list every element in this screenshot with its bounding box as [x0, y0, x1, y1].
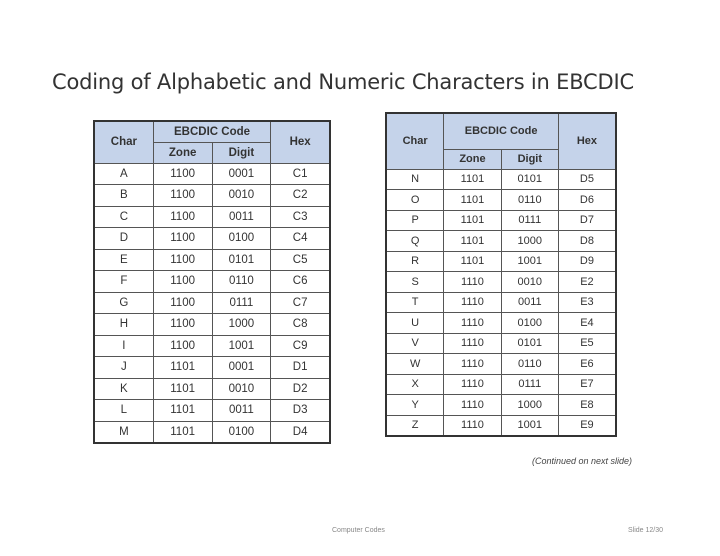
ebcdic-table-right [385, 112, 617, 437]
zone-cell: 1110 [444, 415, 501, 436]
table-row [94, 421, 330, 443]
char-cell: A [94, 163, 153, 185]
char-cell: P [386, 210, 444, 231]
char-cell: J [94, 357, 153, 379]
zone-cell: 1100 [153, 185, 212, 207]
hex-cell: C2 [271, 185, 330, 207]
header-hex: Hex [558, 113, 616, 169]
digit-cell: 0001 [212, 357, 271, 379]
footer-title: Computer Codes [332, 527, 385, 534]
char-cell: U [386, 313, 444, 334]
hex-cell: E2 [558, 272, 616, 293]
hex-cell: C7 [271, 292, 330, 314]
zone-cell: 1110 [444, 354, 501, 375]
zone-cell: 1110 [444, 292, 501, 313]
zone-cell: 1101 [444, 210, 501, 231]
header-hex: Hex [271, 121, 330, 163]
slide-number: Slide 12/30 [628, 527, 664, 534]
char-cell: R [386, 251, 444, 272]
zone-cell: 1101 [153, 400, 212, 422]
char-cell: L [94, 400, 153, 422]
char-cell: I [94, 335, 153, 357]
zone-cell: 1101 [444, 231, 501, 252]
zone-cell: 1100 [153, 271, 212, 293]
hex-cell: D7 [558, 210, 616, 231]
char-cell: E [94, 249, 153, 271]
char-cell: B [94, 185, 153, 207]
hex-cell: D8 [558, 231, 616, 252]
header-char: Char [94, 121, 153, 163]
table-row [94, 185, 330, 207]
zone-cell: 1101 [444, 169, 501, 190]
digit-cell: 1000 [501, 395, 558, 416]
header-digit: Digit [501, 149, 558, 169]
ebcdic-table-left [93, 120, 331, 444]
digit-cell: 0111 [501, 210, 558, 231]
table-row [386, 251, 616, 272]
digit-cell: 1000 [501, 231, 558, 252]
hex-cell: D2 [271, 378, 330, 400]
table-row [94, 228, 330, 250]
char-cell: Q [386, 231, 444, 252]
table-row [94, 314, 330, 336]
char-cell: H [94, 314, 153, 336]
table-row [94, 206, 330, 228]
header-digit: Digit [212, 142, 271, 163]
zone-cell: 1100 [153, 163, 212, 185]
hex-cell: E3 [558, 292, 616, 313]
hex-cell: E7 [558, 374, 616, 395]
char-cell: X [386, 374, 444, 395]
zone-cell: 1110 [444, 313, 501, 334]
hex-cell: E4 [558, 313, 616, 334]
char-cell: V [386, 333, 444, 354]
digit-cell: 0101 [501, 333, 558, 354]
char-cell: D [94, 228, 153, 250]
digit-cell: 1001 [501, 251, 558, 272]
zone-cell: 1100 [153, 249, 212, 271]
hex-cell: D9 [558, 251, 616, 272]
slide-title: Coding of Alphabetic and Numeric Characters in EBCDIC [52, 70, 634, 94]
table-row [386, 395, 616, 416]
header-ebcdic-code: EBCDIC Code [153, 121, 271, 142]
zone-cell: 1110 [444, 395, 501, 416]
zone-cell: 1101 [444, 251, 501, 272]
zone-cell: 1101 [153, 378, 212, 400]
hex-cell: C1 [271, 163, 330, 185]
zone-cell: 1100 [153, 335, 212, 357]
char-cell: F [94, 271, 153, 293]
table-row [386, 210, 616, 231]
hex-cell: D6 [558, 190, 616, 211]
digit-cell: 0001 [212, 163, 271, 185]
hex-cell: D4 [271, 421, 330, 443]
header-zone: Zone [153, 142, 212, 163]
hex-cell: E5 [558, 333, 616, 354]
hex-cell: C5 [271, 249, 330, 271]
table-row [94, 292, 330, 314]
hex-cell: C9 [271, 335, 330, 357]
digit-cell: 0011 [501, 292, 558, 313]
hex-cell: E6 [558, 354, 616, 375]
digit-cell: 0101 [501, 169, 558, 190]
table-row [94, 357, 330, 379]
header-char: Char [386, 113, 444, 169]
digit-cell: 0110 [501, 190, 558, 211]
char-cell: C [94, 206, 153, 228]
zone-cell: 1110 [444, 272, 501, 293]
table-row [94, 163, 330, 185]
digit-cell: 0110 [501, 354, 558, 375]
hex-cell: D1 [271, 357, 330, 379]
zone-cell: 1100 [153, 228, 212, 250]
hex-cell: E8 [558, 395, 616, 416]
table-row [386, 169, 616, 190]
digit-cell: 0010 [501, 272, 558, 293]
char-cell: Y [386, 395, 444, 416]
zone-cell: 1101 [444, 190, 501, 211]
digit-cell: 0100 [212, 421, 271, 443]
table-row [386, 374, 616, 395]
table-row [386, 292, 616, 313]
hex-cell: C8 [271, 314, 330, 336]
char-cell: T [386, 292, 444, 313]
table-row [386, 333, 616, 354]
zone-cell: 1101 [153, 421, 212, 443]
digit-cell: 0011 [212, 206, 271, 228]
hex-cell: C3 [271, 206, 330, 228]
table-row [94, 271, 330, 293]
char-cell: S [386, 272, 444, 293]
digit-cell: 1000 [212, 314, 271, 336]
char-cell: Z [386, 415, 444, 436]
table-row [386, 354, 616, 375]
hex-cell: C6 [271, 271, 330, 293]
zone-cell: 1110 [444, 333, 501, 354]
table-row [386, 231, 616, 252]
hex-cell: E9 [558, 415, 616, 436]
digit-cell: 0010 [212, 185, 271, 207]
char-cell: N [386, 169, 444, 190]
digit-cell: 0101 [212, 249, 271, 271]
hex-cell: C4 [271, 228, 330, 250]
zone-cell: 1110 [444, 374, 501, 395]
char-cell: O [386, 190, 444, 211]
digit-cell: 0111 [501, 374, 558, 395]
hex-cell: D5 [558, 169, 616, 190]
digit-cell: 0100 [501, 313, 558, 334]
digit-cell: 1001 [501, 415, 558, 436]
zone-cell: 1101 [153, 357, 212, 379]
digit-cell: 0110 [212, 271, 271, 293]
char-cell: G [94, 292, 153, 314]
zone-cell: 1100 [153, 292, 212, 314]
digit-cell: 0011 [212, 400, 271, 422]
digit-cell: 0100 [212, 228, 271, 250]
continued-note: (Continued on next slide) [532, 456, 633, 466]
zone-cell: 1100 [153, 314, 212, 336]
table-row [386, 415, 616, 436]
table-row [94, 249, 330, 271]
char-cell: W [386, 354, 444, 375]
header-ebcdic-code: EBCDIC Code [444, 113, 559, 149]
zone-cell: 1100 [153, 206, 212, 228]
digit-cell: 0010 [212, 378, 271, 400]
digit-cell: 1001 [212, 335, 271, 357]
header-zone: Zone [444, 149, 501, 169]
table-row [94, 335, 330, 357]
table-row [386, 272, 616, 293]
table-row [94, 400, 330, 422]
table-row [386, 313, 616, 334]
table-row [94, 378, 330, 400]
digit-cell: 0111 [212, 292, 271, 314]
table-row [386, 190, 616, 211]
hex-cell: D3 [271, 400, 330, 422]
char-cell: K [94, 378, 153, 400]
char-cell: M [94, 421, 153, 443]
